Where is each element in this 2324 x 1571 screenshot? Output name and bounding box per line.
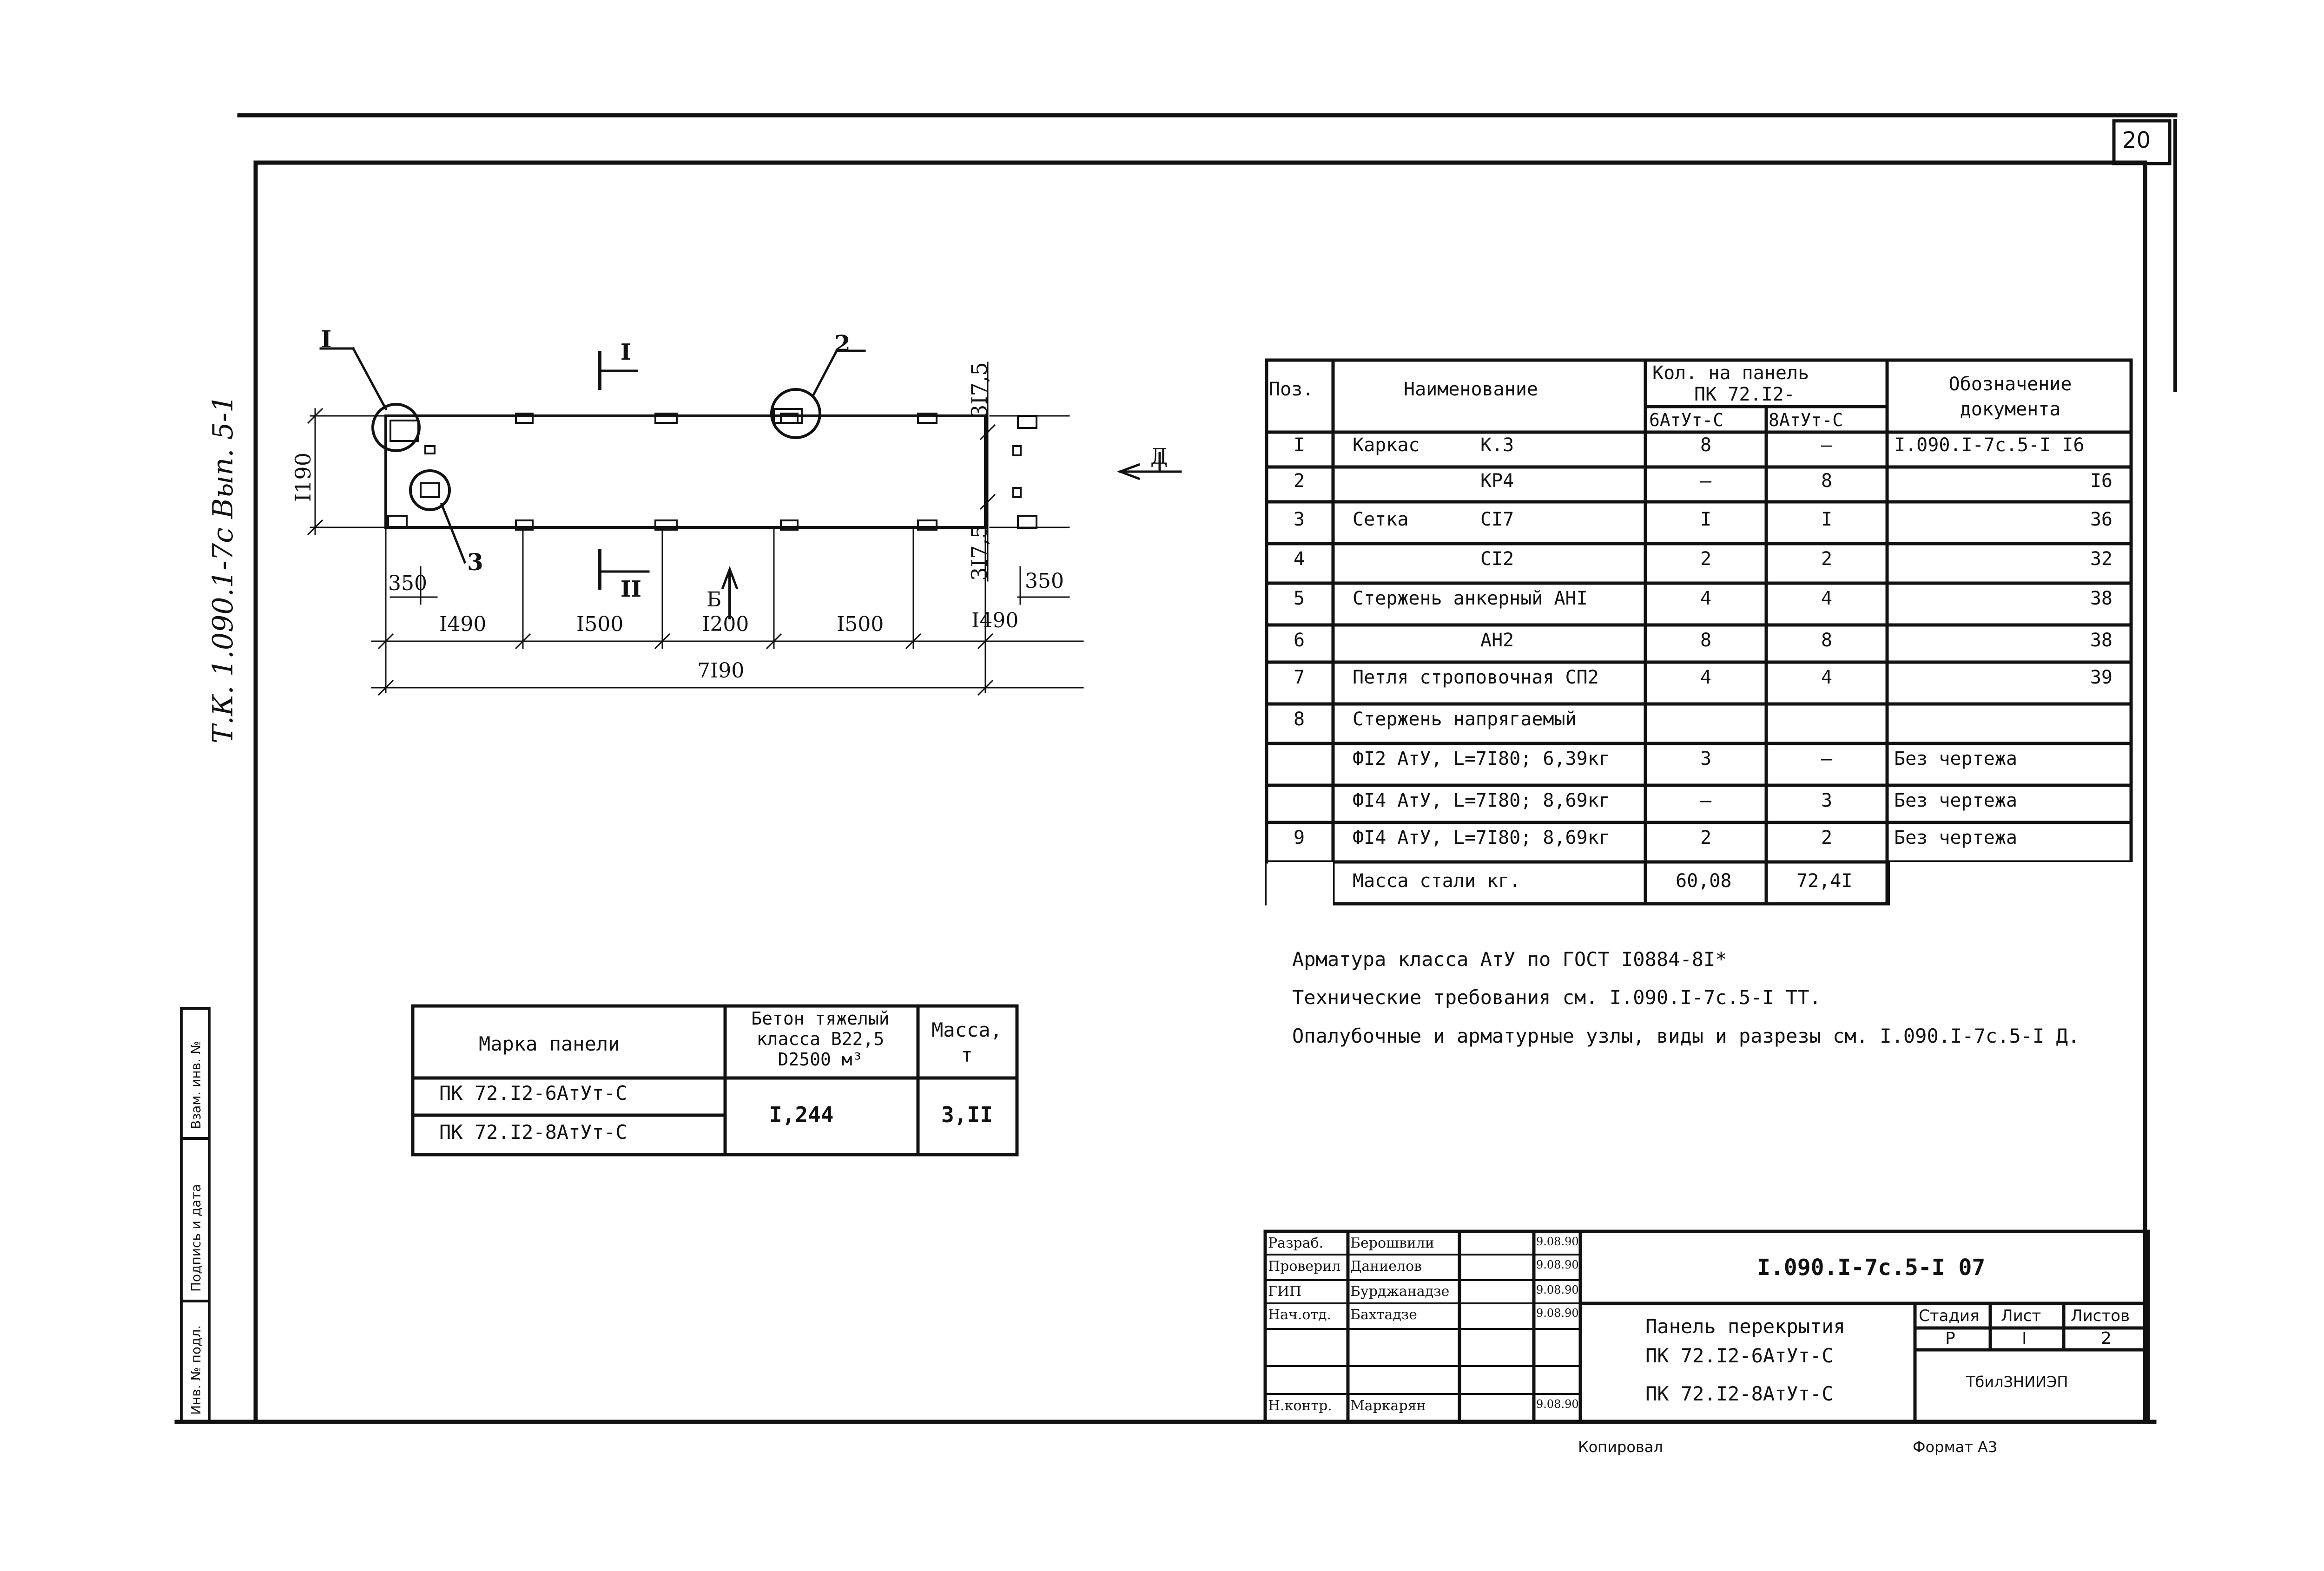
- view-mark-b: Б: [706, 588, 722, 611]
- panel-concrete-value: I,244: [769, 1102, 834, 1127]
- signature-date: 9.08.90: [1536, 1258, 1579, 1271]
- signature-date: 9.08.90: [1536, 1398, 1579, 1411]
- signature-name: Даниелов: [1350, 1258, 1422, 1275]
- footer-copied: Копировал: [1578, 1438, 1663, 1456]
- spec-cell-pos: I: [1293, 434, 1305, 456]
- dim-edge-top: 3I7,5: [967, 362, 992, 418]
- spec-cell-b: –: [1821, 748, 1833, 769]
- spec-cell-a: 2: [1700, 827, 1712, 848]
- spec-cell-name: ФI2 АтУ, L=7I80; 6,39кг: [1353, 748, 1610, 769]
- spec-cell-pos: 2: [1293, 470, 1305, 492]
- note-2: Технические требования см. I.090.I-7с.5-I ТТ.: [1292, 986, 1821, 1009]
- spec-cell-b: –: [1821, 434, 1833, 456]
- spec-cell-pos: 8: [1293, 709, 1305, 730]
- signature-role: Нач.отд.: [1268, 1307, 1332, 1323]
- spec-cell-doc: Без чертежа: [1894, 748, 2017, 769]
- spec-cell-a: I: [1700, 509, 1712, 530]
- doc-code: I.090.I-7с.5-I 07: [1757, 1255, 1986, 1281]
- signature-name: Бурджанадзе: [1350, 1283, 1450, 1300]
- spec-cell-a: 8: [1700, 434, 1712, 456]
- dim-right-offset: 350: [1025, 569, 1064, 593]
- dim-total: 7I90: [697, 659, 745, 683]
- spec-cell-name2: К.3: [1480, 434, 1514, 456]
- side-stamp: Т.К. 1.090.1-7с Вып. 5-1: [207, 394, 239, 743]
- dim-span-5: I490: [971, 609, 1019, 632]
- spec-header-doc: Обозначение документа: [1948, 374, 2072, 420]
- spec-cell-name: Петля строповочная СП2: [1353, 667, 1599, 688]
- spec-header-col-a: 6АтУт-С: [1649, 410, 1724, 430]
- view-mark-d: Д: [1150, 444, 1168, 469]
- dim-span-1: I490: [439, 612, 487, 636]
- side-label-inventory: Инв. № подл.: [188, 1325, 204, 1415]
- spec-cell-doc: 38: [2090, 630, 2113, 651]
- spec-cell-name: Каркас: [1353, 434, 1420, 456]
- title-line-1: Панель перекрытия: [1645, 1315, 1845, 1338]
- spec-cell-a: 3: [1700, 748, 1712, 769]
- spec-cell-b: 3: [1821, 790, 1833, 811]
- panel-header-concrete: Бетон тяжелый класса В22,5 D2500 м³: [751, 1008, 890, 1070]
- note-1: Арматура класса АтУ по ГОСТ I0884-8I*: [1292, 948, 1727, 971]
- spec-cell-doc: I.090.I-7с.5-I I6: [1894, 434, 2085, 456]
- spec-cell-name: ФI4 АтУ, L=7I80; 8,69кг: [1353, 827, 1610, 848]
- title-line-3: ПК 72.I2-8АтУт-С: [1645, 1382, 1834, 1405]
- signature-date: 9.08.90: [1536, 1307, 1579, 1320]
- spec-header-col-b: 8АтУт-С: [1769, 410, 1843, 430]
- spec-cell-a: 4: [1700, 588, 1712, 609]
- spec-cell-b: 8: [1821, 470, 1833, 492]
- dim-span-4: I500: [837, 612, 884, 636]
- spec-cell-a: 2: [1700, 548, 1712, 570]
- panel-row-mark: ПК 72.I2-8АтУт-С: [439, 1121, 627, 1144]
- dim-height: I190: [290, 453, 316, 502]
- signature-role: Разраб.: [1268, 1235, 1324, 1251]
- spec-cell-doc: 39: [2090, 667, 2113, 688]
- sheet-value: I: [2022, 1329, 2027, 1348]
- signature-name: Берошвили: [1350, 1235, 1434, 1251]
- side-label-replacement: Взам. инв. №: [188, 1040, 204, 1129]
- callout-3: 3: [467, 548, 483, 576]
- section-mark-1: I: [621, 339, 631, 365]
- spec-header-qty: Кол. на панель: [1652, 362, 1809, 384]
- spec-cell-b: 8: [1821, 630, 1833, 651]
- spec-cell-pos: 5: [1293, 588, 1305, 609]
- side-label-signature: Подпись и дата: [188, 1184, 204, 1292]
- spec-cell-doc: 36: [2090, 509, 2113, 530]
- signature-date: 9.08.90: [1536, 1235, 1579, 1248]
- spec-cell-a: 4: [1700, 667, 1712, 688]
- dim-span-3: I200: [702, 612, 749, 636]
- dim-left-offset: 350: [388, 572, 427, 595]
- signature-name: Маркарян: [1350, 1398, 1426, 1414]
- spec-cell-name2: СI2: [1480, 548, 1514, 570]
- signature-name: Бахтадзе: [1350, 1307, 1417, 1323]
- title-line-2: ПК 72.I2-6АтУт-С: [1645, 1344, 1834, 1367]
- note-3: Опалубочные и арматурные узлы, виды и разрезы см. I.090.I-7с.5-I Д.: [1292, 1025, 2080, 1047]
- dim-edge-bottom: 3I7,5: [967, 525, 992, 581]
- spec-cell-name2: СI7: [1480, 509, 1514, 530]
- page-number: 20: [2122, 127, 2151, 153]
- spec-cell-pos: 7: [1293, 667, 1305, 688]
- spec-cell-doc: 32: [2090, 548, 2113, 570]
- spec-header-qty-sub: ПК 72.I2-: [1694, 384, 1795, 405]
- spec-cell-b: 2: [1821, 827, 1833, 848]
- spec-cell-b: 4: [1821, 667, 1833, 688]
- organization: ТбилЗНИИЭП: [1966, 1373, 2068, 1391]
- stage-value: Р: [1945, 1329, 1955, 1348]
- spec-cell-name2: АН2: [1480, 630, 1514, 651]
- signature-date: 9.08.90: [1536, 1283, 1579, 1296]
- panel-header-mass: Масса, т: [931, 1019, 1002, 1066]
- spec-mass-b: 72,4I: [1796, 870, 1853, 892]
- footer-format: Формат А3: [1913, 1438, 1998, 1456]
- dim-span-2: I500: [576, 612, 624, 636]
- sheets-value: 2: [2101, 1329, 2112, 1348]
- spec-cell-a: –: [1700, 470, 1712, 492]
- spec-cell-b: 2: [1821, 548, 1833, 570]
- sheet-label: Лист: [2001, 1307, 2041, 1325]
- spec-cell-a: 8: [1700, 630, 1712, 651]
- spec-header-name: Наименование: [1404, 379, 1538, 400]
- spec-cell-doc: Без чертежа: [1894, 827, 2017, 848]
- callout-1: I: [321, 325, 332, 353]
- spec-cell-a: –: [1700, 790, 1712, 811]
- spec-mass-a: 60,08: [1676, 870, 1732, 892]
- spec-cell-pos: 4: [1293, 548, 1305, 570]
- spec-cell-name: Сетка: [1353, 509, 1409, 530]
- signature-role: ГИП: [1268, 1283, 1302, 1300]
- panel-mass-value: 3,II: [941, 1102, 993, 1127]
- spec-cell-pos: 6: [1293, 630, 1305, 651]
- sheets-label: Листов: [2071, 1307, 2130, 1325]
- spec-cell-name: ФI4 АтУ, L=7I80; 8,69кг: [1353, 790, 1610, 811]
- panel-header-mark: Марка панели: [479, 1032, 620, 1055]
- spec-cell-name: Стержень анкерный АНI: [1353, 588, 1588, 609]
- spec-cell-b: 4: [1821, 588, 1833, 609]
- spec-mass-label: Масса стали кг.: [1353, 870, 1521, 892]
- spec-header-pos: Поз.: [1269, 379, 1314, 400]
- spec-cell-doc: 38: [2090, 588, 2113, 609]
- signature-role: Н.контр.: [1268, 1398, 1332, 1414]
- section-mark-2: II: [621, 576, 641, 602]
- stage-label: Стадия: [1919, 1307, 1980, 1325]
- panel-row-mark: ПК 72.I2-6АтУт-С: [439, 1082, 627, 1104]
- spec-cell-doc: I6: [2090, 470, 2113, 492]
- signature-role: Проверил: [1268, 1258, 1341, 1275]
- spec-cell-b: I: [1821, 509, 1833, 530]
- spec-cell-pos: 3: [1293, 509, 1305, 530]
- spec-cell-name: Стержень напрягаемый: [1353, 709, 1577, 730]
- spec-cell-name2: КР4: [1480, 470, 1514, 492]
- callout-2: 2: [834, 330, 851, 357]
- spec-cell-pos: 9: [1293, 827, 1305, 848]
- spec-cell-doc: Без чертежа: [1894, 790, 2017, 811]
